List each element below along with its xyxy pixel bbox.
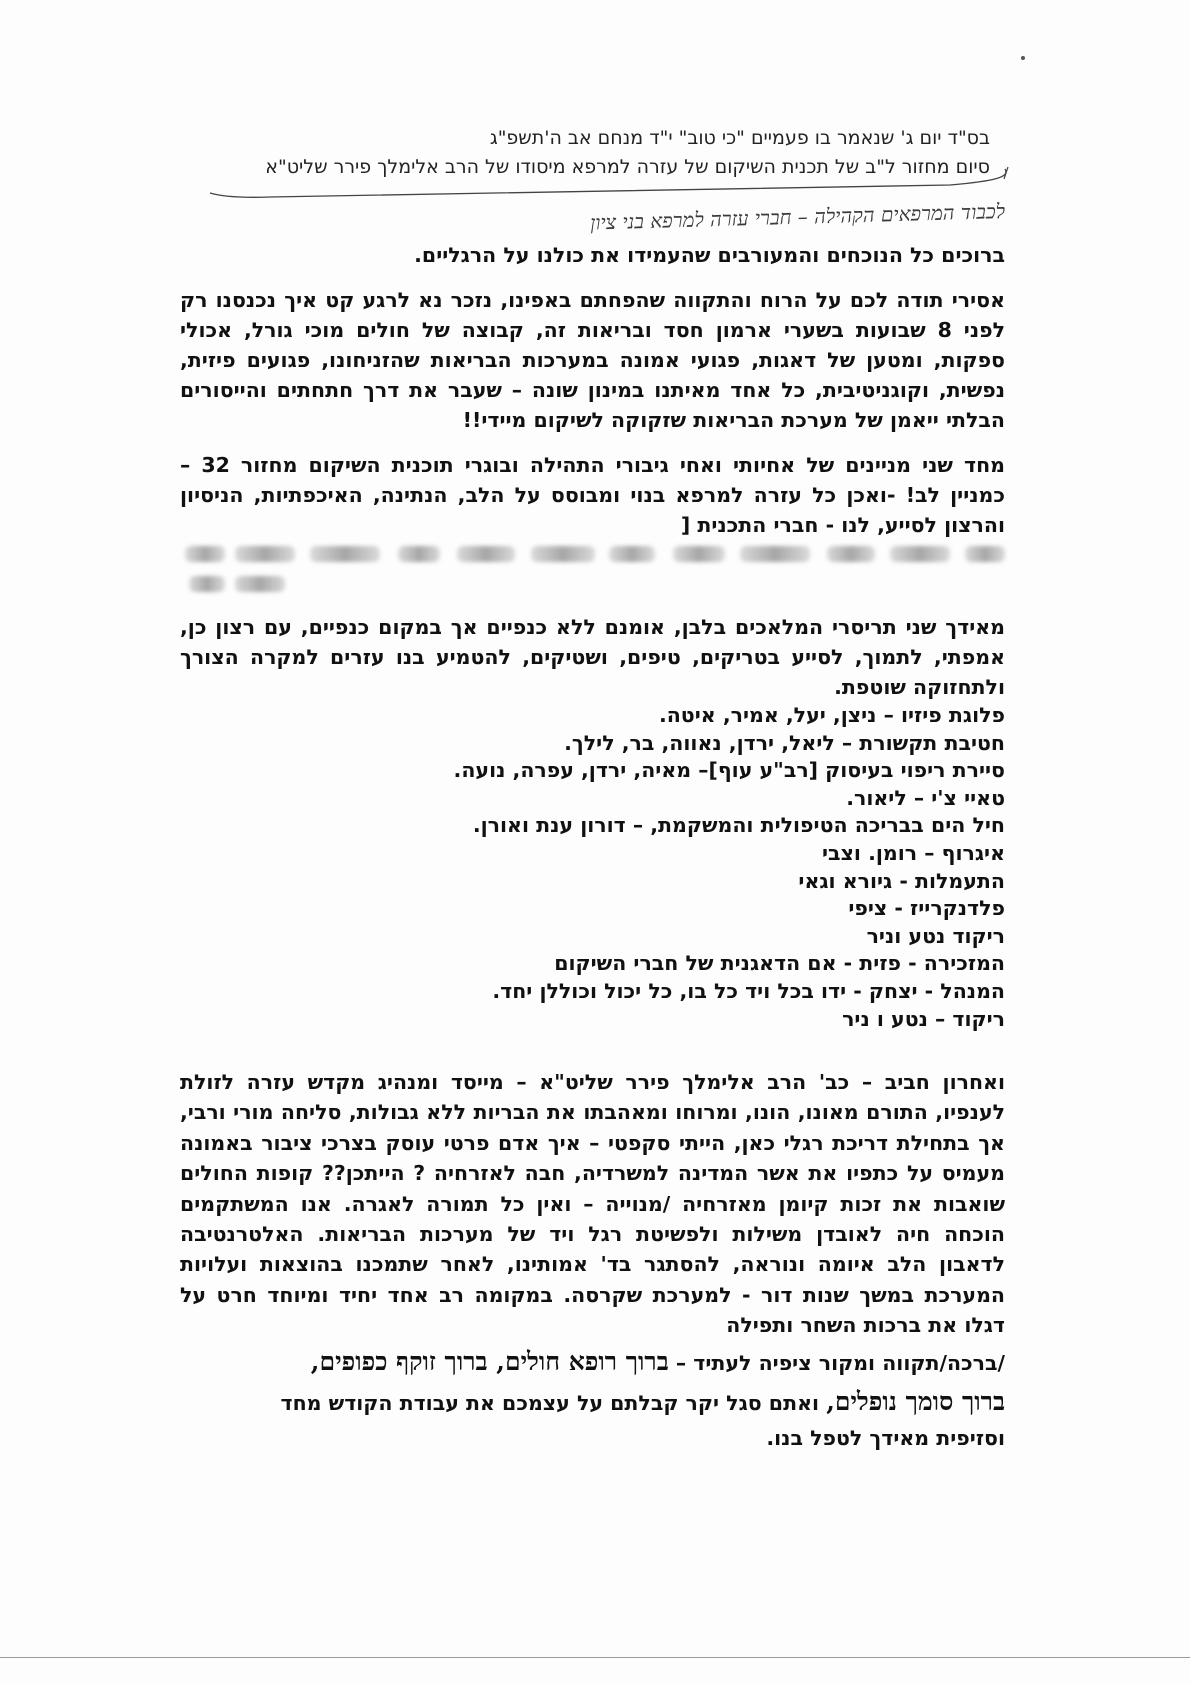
handwritten-note: לכבוד המרפאים הקהילה – חברי עזרה למרפא בני ציון [589, 199, 1006, 235]
scan-speck [1021, 56, 1025, 60]
page-bottom-edge [0, 1657, 1190, 1658]
handwritten-underline [150, 163, 1010, 203]
closing-final-line: וסזיפית מאידך לטפל בנו. [766, 1426, 1005, 1450]
closing-blessing-line [180, 1345, 1005, 1380]
team-list-item: ריקוד – נטע ו ניר [842, 1006, 1005, 1031]
paragraph-staff: מאידך שני תריסרי המלאכים בלבן, אומנם ללא כנפיים אך במקום כנפיים, עם רצון כן, אמפתי, לתמוך, לסייע בטריקים, טיפים, ושטיקים, להטמיע בנו עזרים למקרה הצורך ולתחזוקה שוטפת. [180, 615, 1005, 699]
redacted-names-row [180, 570, 1005, 598]
team-list-item: פלוגת פיזיו – ניצן, יעל, אמיר, איטה. [658, 703, 1005, 727]
team-list-item: חיל הים בבריכה הטיפולית והמשקמת, – דורון ענת ואורן. [472, 813, 1005, 838]
paragraph-participants: מחד שני מניינים של אחיותי ואחי גיבורי התהילה ובוגרי תוכנית השיקום מחזור 32 – כמניין לב! -ואכן כל עזרה למרפא בנוי ומבוסס על הלב, הנתינה, האיכפתיות, הניסיון והרצון לסייע, לנו - חברי התכנית [ [180, 453, 1005, 537]
team-list [180, 702, 1005, 1033]
team-list-item: המזכירה - פזית - אם הדאגנית של חברי השיקום [554, 951, 1005, 976]
team-list-item: טאיי צ'י – ליאור. [846, 785, 1005, 810]
team-list-item: איגרוף – רומן. וצבי [822, 840, 1005, 865]
blessing-text: ברוך רופא חולים, ברוך זוקף כפופים, [310, 1347, 669, 1376]
paragraph-rabbi: ואחרון חביב – כב' הרב אלימלך פירר שליט"א – מייסד ומנהיג מקדש עזרה לזולת לענפיו, התורם מאונו, הונו, ומרוחו ומאהבתו את הבריות ללא גבולות, סליחה מורי ורבי, אך בתחילת דריכת רגלי כאן, הייתי סקפטי – איך אדם פרטי עוסק בצרכי ציבור באמונה מעמיס על כתפיו את אשר המדינה למשרדיה, חבה לאזרחיה ? הייתכן?? קופות החולים שואבות את זכות קיומן מאזרחיה /מנוייה – ואין כל תמורה לאגרה. אנו המשתקמים הוכחה חיה לאובדן משילות ולפשיטת רגל ויד של מערכות הבריאות. האלטרנטיבה לדאבון הלב איומה ונוראה, להסתגר בד' אמותינו, לאחר שתמכנו בהוצאות ועלויות המערכת במשך שנות דור - למערכת שקרסה. במקומה רב אחד יחיד ומיוחד חרט על דגלו את ברכות השחר ותפילה [180, 1070, 1005, 1338]
redacted-names [180, 540, 1005, 600]
team-list-item: סיירת ריפוי בעיסוק [רב"ע עוף]– מאיה, ירדן, עפרה, נועה. [453, 758, 1005, 783]
closing-lead: /ברכה/תקווה ומקור ציפיה לעתיד – [675, 1351, 1005, 1375]
closing-tail: ואתם סגל יקר קבלתם על עצמכם את עבודת הקודש מחד [280, 1391, 820, 1415]
team-list-item: התעמלות - גיורא וגאי [798, 868, 1005, 893]
redacted-names-row [180, 540, 1005, 568]
team-list-item: חטיבת תקשורת – ליאל, ירדן, נאווה, בר, לילך. [564, 730, 1005, 755]
greeting-line: ברוכים כל הנוכחים והמעורבים שהעמידו את כולנו על הרגליים. [414, 243, 1005, 267]
team-list-item: ריקוד נטע וניר [866, 923, 1005, 948]
team-list-item: פלדנקרייז - ציפי [848, 896, 1005, 921]
team-list-item: המנהל - יצחק - ידו בכל ויד כל בו, כל יכול וכוללן יחד. [492, 978, 1005, 1003]
paragraph-gratitude: אסירי תודה לכם על הרוח והתקווה שהפחתם באפינו, נזכר נא לרגע קט איך נכנסנו רק לפני 8 שבועות בשערי ארמון חסד ובריאות זה, קבוצה של חולים מוכי גורל, אכולי ספקות, ומטען של דאגות, פגועי אמונה במערכות הבריאות שהזניחונו, פגועים פיזית, נפשית, וקוגניטיבית, כל אחד מאיתנו במינון שונה – שעבר את דרך חתחתים והייסורים הבלתי ייאמן של מערכת הבריאות שזקוקה לשיקום מיידי!! [180, 288, 1006, 432]
blessing-text: ברוך סומך נופלים, [826, 1387, 1005, 1416]
closing-second-line [180, 1384, 1005, 1421]
header-date-line: בס"ד יום ג' שנאמר בו פעמיים "כי טוב" י"ד מנחם אב ה'תשפ"ג [489, 127, 990, 149]
header-subject-line: סיום מחזור ל"ב של תכנית השיקום של עזרה למרפא מיסודו של הרב אלימלך פירר שליט"א [265, 156, 990, 178]
